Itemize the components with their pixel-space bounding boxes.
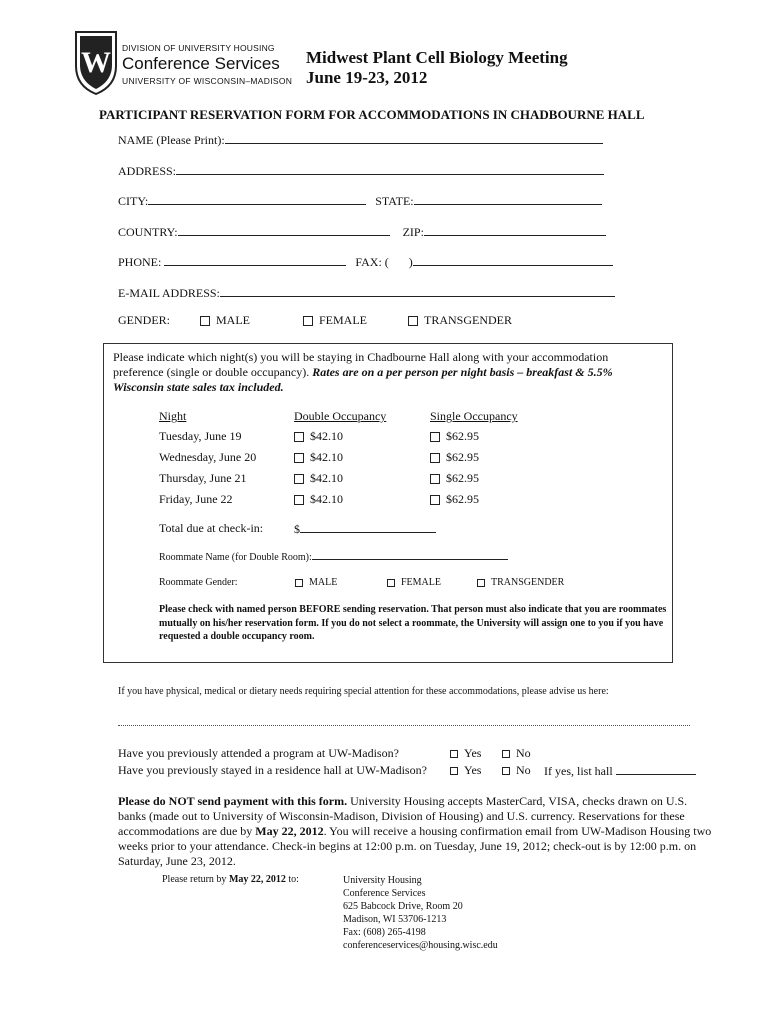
return-label: Please return by May 22, 2012 to: [162,874,299,885]
address-line: Madison, WI 53706-1213 [343,914,447,925]
roommate-name-label: Roommate Name (for Double Room): [159,552,312,563]
country-label: COUNTRY: [118,225,178,239]
checkbox[interactable] [408,316,418,326]
roommate-note: Please check with named person BEFORE sending reservation. That person must also indicate that you are roommates mutually on his/her reservation form. If you do not select a roommate, the University will assign one to you if you have requested a double occupancy room. [159,604,667,642]
logo-conference-services: Conference Services [122,54,280,73]
checkbox[interactable] [294,495,304,505]
gender-option-transgender[interactable]: TRANSGENDER [408,313,512,328]
list-hall-label: If yes, list hall [544,764,613,778]
night-label: Friday, June 22 [159,492,233,506]
state-field[interactable] [414,193,602,205]
form-title: PARTICIPANT RESERVATION FORM FOR ACCOMMODATIONS IN CHADBOURNE HALL [99,107,645,122]
double-option[interactable] [294,429,343,444]
roommate-option-male[interactable]: MALE [295,577,337,588]
fax-area-code-field[interactable] [389,255,409,266]
zip-label: ZIP: [402,225,424,239]
gender-label: GENDER: [118,313,170,327]
single-price: $62.95 [446,471,479,485]
checkbox[interactable] [430,432,440,442]
address-line: Fax: (608) 265-4198 [343,927,426,938]
rate-row [104,450,664,466]
double-price: $42.10 [310,429,343,443]
rate-row [104,471,664,487]
total-label: Total due at check-in: [159,521,264,535]
double-price: $42.10 [310,471,343,485]
accommodation-intro: Please indicate which night(s) you will be staying in Chadbourne Hall along with your accommodation preference (single or double occupancy). Rates are on a per person per night basis – breakfast & 5.5% Wisconsin state sales tax included. [113,350,613,394]
roommate-option-female[interactable]: FEMALE [387,577,441,588]
state-label: STATE: [375,194,414,208]
name-field[interactable] [225,132,603,144]
attended-no[interactable]: No [502,746,531,761]
single-price: $62.95 [446,492,479,506]
address-line: conferenceservices@housing.wisc.edu [343,940,498,951]
special-needs-field[interactable] [118,724,690,726]
checkbox[interactable] [200,316,210,326]
checkbox[interactable] [430,495,440,505]
zip-field[interactable] [424,224,606,236]
single-price: $62.95 [446,429,479,443]
double-option[interactable] [294,450,343,465]
address-line: 625 Babcock Drive, Room 20 [343,901,463,912]
rate-row [104,429,664,445]
double-option[interactable] [294,492,343,507]
city-field[interactable] [148,193,366,205]
accommodation-box [103,343,673,663]
svg-text:W: W [81,46,111,79]
single-price: $62.95 [446,450,479,464]
single-option[interactable] [430,471,479,486]
payment-info: Please do NOT send payment with this form. University Housing accepts MasterCard, VISA, checks drawn on U.S. banks (made out to University of Wisconsin-Madison, Division of Housing) and U.S. currency. Reservations for these accommodations are due by May 22, 2012. You will receive a housing confirmation email from UW-Madison Housing two weeks prior to your attendance. Check-in begins at 12:00 p.m. on Tuesday, June 19, 2012; check-out is by 12:00 p.m. on Saturday, June 23, 2012. [118,794,712,868]
logo-university: UNIVERSITY OF WISCONSIN–MADISON [122,76,293,86]
address-line: Conference Services [343,888,426,899]
single-option[interactable] [430,492,479,507]
residence-yes[interactable]: Yes [450,763,481,778]
double-price: $42.10 [310,450,343,464]
double-option[interactable] [294,471,343,486]
university-seal-icon [72,28,120,96]
phone-field[interactable] [164,254,346,266]
address-label: ADDRESS: [118,164,177,178]
checkbox[interactable] [477,579,485,587]
currency-symbol: $ [294,522,300,536]
event-title: Midwest Plant Cell Biology Meeting [306,48,568,67]
night-label: Tuesday, June 19 [159,429,242,443]
gender-option-male[interactable]: MALE [200,313,250,328]
question-residence-hall: Have you previously stayed in a residence hall at UW-Madison? Yes No If yes, list hall [118,763,718,778]
checkbox[interactable] [303,316,313,326]
rate-row [104,492,664,508]
night-label: Thursday, June 21 [159,471,247,485]
checkbox[interactable] [295,579,303,587]
checkbox[interactable] [294,474,304,484]
country-field[interactable] [178,224,390,236]
double-price: $42.10 [310,492,343,506]
fax-field[interactable] [413,254,613,266]
address-line: University Housing [343,875,422,886]
checkbox[interactable] [294,432,304,442]
event-dates: June 19-23, 2012 [306,68,428,87]
fax-label-close: ) [408,255,413,269]
checkbox[interactable] [502,750,510,758]
col-single-header: Single Occupancy [430,409,518,423]
roommate-option-transgender[interactable]: TRANSGENDER [477,577,564,588]
return-address [343,874,498,952]
logo-division: DIVISION OF UNIVERSITY HOUSING [122,43,275,53]
total-due [159,521,263,536]
address-field[interactable] [176,163,604,175]
special-needs-prompt: If you have physical, medical or dietary needs requiring special attention for these accommodations, please advise us here: [118,686,609,697]
residence-no[interactable]: No [502,763,531,778]
fax-label: FAX: ( [355,255,389,269]
roommate-gender-label: Roommate Gender: [159,577,238,588]
total-field[interactable] [300,521,436,533]
single-option[interactable] [430,450,479,465]
hall-field[interactable] [616,763,696,775]
attended-yes[interactable]: Yes [450,746,481,761]
question-attended: Have you previously attended a program at UW-Madison? Yes No [118,746,531,760]
email-field[interactable] [220,285,615,297]
night-label: Wednesday, June 20 [159,450,257,464]
gender-option-female[interactable]: FEMALE [303,313,367,328]
city-label: CITY: [118,194,149,208]
checkbox[interactable] [430,474,440,484]
checkbox[interactable] [450,750,458,758]
checkbox[interactable] [387,579,395,587]
checkbox[interactable] [430,453,440,463]
name-label: NAME (Please Print): [118,133,225,147]
checkbox[interactable] [502,767,510,775]
col-double-header: Double Occupancy [294,409,387,423]
col-night-header: Night [159,409,187,423]
single-option[interactable] [430,429,479,444]
email-label: E-MAIL ADDRESS: [118,286,220,300]
phone-label: PHONE: [118,255,162,269]
logo [72,28,302,98]
checkbox[interactable] [450,767,458,775]
checkbox[interactable] [294,453,304,463]
roommate-name-field[interactable] [312,550,508,560]
